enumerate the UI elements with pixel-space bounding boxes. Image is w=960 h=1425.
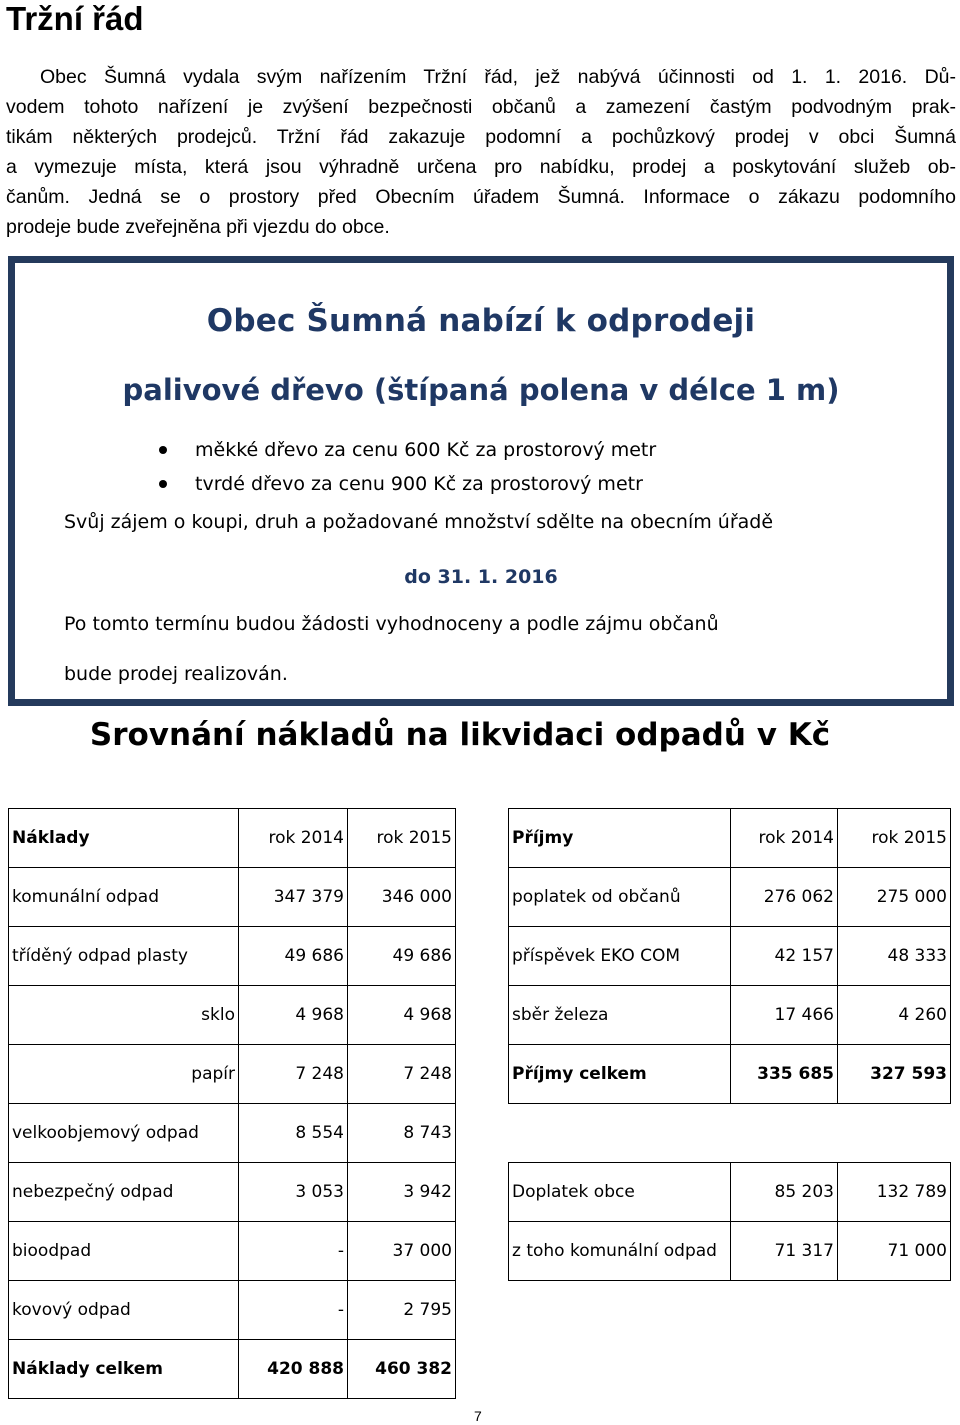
table-row bbox=[9, 1281, 456, 1340]
offer-after-text: bude prodej realizován. bbox=[64, 663, 288, 685]
table-row bbox=[9, 868, 456, 927]
offer-after-text: Po tomto termínu budou žádosti vyhodnoceny a podle zájmu občanů bbox=[64, 613, 719, 635]
price-list-item-text: měkké dřevo za cenu 600 Kč za prostorový metr bbox=[195, 439, 657, 461]
price-list-item bbox=[155, 467, 656, 501]
value-cell: 42 157 bbox=[731, 927, 838, 986]
total-value: 335 685 bbox=[731, 1045, 838, 1104]
intro-line: vodem tohoto nařízení je zvýšení bezpečnosti občanů a zamezení častým podvodným prak- bbox=[6, 96, 956, 118]
firewood-offer-box bbox=[8, 256, 954, 706]
value-cell: 276 062 bbox=[731, 868, 838, 927]
header-cell: rok 2015 bbox=[838, 809, 951, 868]
row-label: sběr železa bbox=[509, 986, 731, 1045]
value-cell: - bbox=[239, 1281, 348, 1340]
row-label: velkoobjemový odpad bbox=[9, 1104, 239, 1163]
table-total-row bbox=[9, 1340, 456, 1399]
offer-interest-text: Svůj zájem o koupi, druh a požadované množství sdělte na obecním úřadě bbox=[64, 511, 774, 533]
value-cell: 49 686 bbox=[348, 927, 456, 986]
table-row bbox=[9, 986, 456, 1045]
row-label: komunální odpad bbox=[9, 868, 239, 927]
row-label: papír bbox=[9, 1045, 239, 1104]
intro-line: a vymezuje místa, která jsou výhradně určena pro nabídku, prodej a poskytování služeb ob- bbox=[6, 156, 956, 178]
header-cell: rok 2014 bbox=[731, 809, 838, 868]
price-list-item-text: tvrdé dřevo za cenu 900 Kč za prostorový metr bbox=[195, 473, 643, 495]
value-cell: - bbox=[239, 1222, 348, 1281]
costs-section-title: Srovnání nákladů na likvidaci odpadů v Kč bbox=[89, 717, 831, 753]
value-cell: 71 317 bbox=[731, 1222, 838, 1281]
row-label: bioodpad bbox=[9, 1222, 239, 1281]
value-cell: 7 248 bbox=[239, 1045, 348, 1104]
empty-cell bbox=[731, 1104, 838, 1163]
table-row bbox=[509, 986, 951, 1045]
price-list-item bbox=[155, 433, 656, 467]
page-title: Tržní řád bbox=[6, 0, 144, 37]
value-cell: 8 554 bbox=[239, 1104, 348, 1163]
value-cell: 4 968 bbox=[239, 986, 348, 1045]
intro-line: čanům. Jedná se o prostory před Obecním úřadem Šumná. Informace o zákazu podomního bbox=[6, 186, 956, 208]
total-label: Příjmy celkem bbox=[509, 1045, 731, 1104]
header-cell: rok 2014 bbox=[239, 809, 348, 868]
row-label: kovový odpad bbox=[9, 1281, 239, 1340]
value-cell: 37 000 bbox=[348, 1222, 456, 1281]
value-cell: 346 000 bbox=[348, 868, 456, 927]
total-label: Náklady celkem bbox=[9, 1340, 239, 1399]
row-label: Doplatek obce bbox=[509, 1163, 731, 1222]
value-cell: 3 942 bbox=[348, 1163, 456, 1222]
value-cell: 347 379 bbox=[239, 868, 348, 927]
value-cell: 4 968 bbox=[348, 986, 456, 1045]
table-row bbox=[9, 1222, 456, 1281]
table-header-row bbox=[509, 809, 951, 868]
total-value: 460 382 bbox=[348, 1340, 456, 1399]
header-cell: rok 2015 bbox=[348, 809, 456, 868]
value-cell: 2 795 bbox=[348, 1281, 456, 1340]
value-cell: 3 053 bbox=[239, 1163, 348, 1222]
total-value: 327 593 bbox=[838, 1045, 951, 1104]
table-row bbox=[509, 868, 951, 927]
row-label: poplatek od občanů bbox=[509, 868, 731, 927]
empty-cell bbox=[838, 1104, 951, 1163]
intro-line: prodeje bude zveřejněna při vjezdu do obce. bbox=[6, 216, 390, 238]
table-row bbox=[9, 1104, 456, 1163]
value-cell: 7 248 bbox=[348, 1045, 456, 1104]
table-header-row bbox=[9, 809, 456, 868]
value-cell: 85 203 bbox=[731, 1163, 838, 1222]
total-value: 420 888 bbox=[239, 1340, 348, 1399]
value-cell: 48 333 bbox=[838, 927, 951, 986]
value-cell: 71 000 bbox=[838, 1222, 951, 1281]
table-row bbox=[509, 1163, 951, 1222]
intro-paragraph bbox=[6, 62, 956, 242]
table-row bbox=[9, 927, 456, 986]
intro-line: tikám některých prodejců. Tržní řád zakazuje podomní a pochůzkový prodej v obci Šumná bbox=[6, 126, 956, 148]
table-total-row bbox=[509, 1045, 951, 1104]
price-list bbox=[155, 433, 656, 501]
table-row bbox=[509, 1222, 951, 1281]
table-spacer-row bbox=[509, 1104, 951, 1163]
value-cell: 49 686 bbox=[239, 927, 348, 986]
value-cell: 8 743 bbox=[348, 1104, 456, 1163]
row-label: z toho komunální odpad bbox=[509, 1222, 731, 1281]
table-row bbox=[9, 1163, 456, 1222]
row-label: nebezpečný odpad bbox=[9, 1163, 239, 1222]
page-number: 7 bbox=[474, 1408, 482, 1424]
header-cell: Příjmy bbox=[509, 809, 731, 868]
intro-line: Obec Šumná vydala svým nařízením Tržní řád, jež nabývá účinnosti od 1. 1. 2016. Dů- bbox=[40, 66, 956, 88]
income-table bbox=[508, 808, 951, 1281]
value-cell: 132 789 bbox=[838, 1163, 951, 1222]
offer-heading: Obec Šumná nabízí k odprodeji bbox=[206, 303, 756, 339]
value-cell: 17 466 bbox=[731, 986, 838, 1045]
costs-table bbox=[8, 808, 456, 1399]
value-cell: 275 000 bbox=[838, 868, 951, 927]
table-row bbox=[9, 1045, 456, 1104]
value-cell: 4 260 bbox=[838, 986, 951, 1045]
header-cell: Náklady bbox=[9, 809, 239, 868]
empty-cell bbox=[509, 1104, 731, 1163]
row-label: tříděný odpad plasty bbox=[9, 927, 239, 986]
bullet-icon bbox=[159, 480, 167, 488]
offer-subheading: palivové dřevo (štípaná polena v délce 1 m) bbox=[122, 373, 840, 407]
table-row bbox=[509, 927, 951, 986]
row-label: příspěvek EKO COM bbox=[509, 927, 731, 986]
bullet-icon bbox=[159, 446, 167, 454]
row-label: sklo bbox=[9, 986, 239, 1045]
offer-deadline: do 31. 1. 2016 bbox=[404, 566, 558, 588]
